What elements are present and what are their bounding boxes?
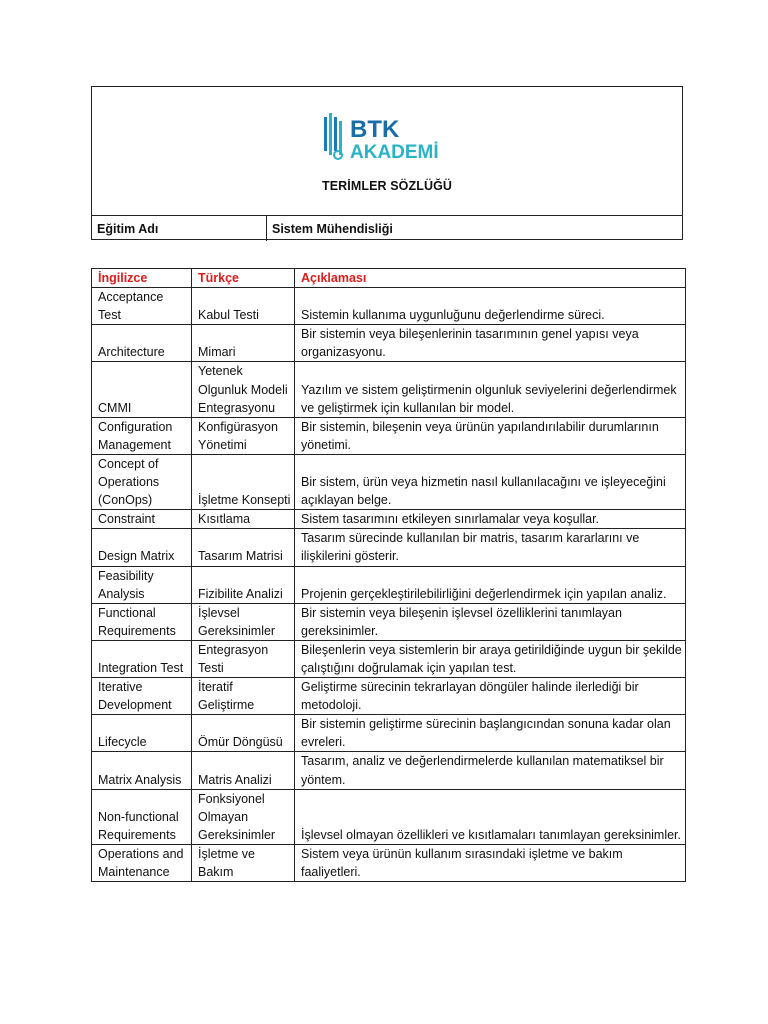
term-description: Sistem tasarımını etkileyen sınırlamalar veya koşullar.: [295, 510, 686, 529]
term-english: Matrix Analysis: [92, 752, 192, 789]
table-row: [92, 325, 686, 362]
term-english: Acceptance Test: [92, 288, 192, 325]
svg-text:AKADEMİ: AKADEMİ: [350, 142, 439, 163]
table-row: [92, 789, 686, 844]
table-row: [92, 678, 686, 715]
course-name: Sistem Mühendisliği: [272, 222, 393, 236]
term-turkish: Kısıtlama: [192, 510, 295, 529]
term-english: Functional Requirements: [92, 603, 192, 640]
table-row: [92, 288, 686, 325]
header-description: Açıklaması: [295, 269, 686, 288]
term-turkish: Mimari: [192, 325, 295, 362]
term-description: Bir sistemin geliştirme sürecinin başlangıcından sonuna kadar olan evreleri.: [295, 715, 686, 752]
table-row: [92, 715, 686, 752]
term-description: Tasarım sürecinde kullanılan bir matris, tasarım kararlarını ve ilişkilerini gösterir.: [295, 529, 686, 566]
course-label: Eğitim Adı: [92, 216, 267, 241]
term-description: İşlevsel olmayan özellikleri ve kısıtlamaları tanımlayan gereksinimler.: [295, 789, 686, 844]
term-description: Bir sistemin veya bileşenlerinin tasarımının genel yapısı veya organizasyonu.: [295, 325, 686, 362]
term-turkish: Tasarım Matrisi: [192, 529, 295, 566]
table-row: [92, 529, 686, 566]
course-info-row: [92, 215, 682, 241]
table-row: [92, 603, 686, 640]
term-description: Sistemin kullanıma uygunluğunu değerlendirme süreci.: [295, 288, 686, 325]
term-description: Projenin gerçekleştirilebilirliğini değerlendirmek için yapılan analiz.: [295, 566, 686, 603]
term-turkish: Matris Analizi: [192, 752, 295, 789]
table-header-row: [92, 269, 686, 288]
table-row: [92, 752, 686, 789]
term-english: Lifecycle: [92, 715, 192, 752]
table-row: [92, 640, 686, 677]
btk-akademi-logo: [324, 113, 454, 163]
term-english: Non-functional Requirements: [92, 789, 192, 844]
term-english: Concept of Operations (ConOps): [92, 454, 192, 509]
term-english: Operations and Maintenance: [92, 844, 192, 881]
term-english: Constraint: [92, 510, 192, 529]
term-english: Iterative Development: [92, 678, 192, 715]
term-english: Configuration Management: [92, 417, 192, 454]
term-description: Bir sistem, ürün veya hizmetin nasıl kullanılacağını ve işleyeceğini açıklayan belge.: [295, 454, 686, 509]
table-row: [92, 417, 686, 454]
term-turkish: Yetenek Olgunluk Modeli Entegrasyonu: [192, 362, 295, 417]
table-row: [92, 566, 686, 603]
term-description: Bir sistemin, bileşenin veya ürünün yapılandırılabilir durumlarının yönetimi.: [295, 417, 686, 454]
term-english: Architecture: [92, 325, 192, 362]
term-turkish: İşletme Konsepti: [192, 454, 295, 509]
term-english: Integration Test: [92, 640, 192, 677]
term-turkish: İşlevsel Gereksinimler: [192, 603, 295, 640]
header-english: İngilizce: [92, 269, 192, 288]
term-description: Geliştirme sürecinin tekrarlayan döngüler halinde ilerlediği bir metodoloji.: [295, 678, 686, 715]
glossary-table: [91, 268, 686, 882]
term-turkish: Fizibilite Analizi: [192, 566, 295, 603]
term-turkish: İteratif Geliştirme: [192, 678, 295, 715]
table-row: [92, 844, 686, 881]
term-english: Feasibility Analysis: [92, 566, 192, 603]
term-turkish: Kabul Testi: [192, 288, 295, 325]
header-turkish: Türkçe: [192, 269, 295, 288]
table-row: [92, 454, 686, 509]
document-header: [91, 86, 683, 240]
table-row: [92, 510, 686, 529]
term-description: Bileşenlerin veya sistemlerin bir araya getirildiğinde uygun bir şekilde çalıştığını doğrulamak için yapılan test.: [295, 640, 686, 677]
term-turkish: Fonksiyonel Olmayan Gereksinimler: [192, 789, 295, 844]
table-row: [92, 362, 686, 417]
svg-text:BTK: BTK: [350, 116, 400, 143]
term-turkish: Ömür Döngüsü: [192, 715, 295, 752]
term-turkish: Entegrasyon Testi: [192, 640, 295, 677]
term-description: Sistem veya ürünün kullanım sırasındaki işletme ve bakım faaliyetleri.: [295, 844, 686, 881]
term-english: CMMI: [92, 362, 192, 417]
term-description: Tasarım, analiz ve değerlendirmelerde kullanılan matematiksel bir yöntem.: [295, 752, 686, 789]
term-description: Yazılım ve sistem geliştirmenin olgunluk seviyelerini değerlendirmek ve geliştirmek için kullanılan bir model.: [295, 362, 686, 417]
term-description: Bir sistemin veya bileşenin işlevsel özelliklerini tanımlayan gereksinimler.: [295, 603, 686, 640]
term-turkish: İşletme ve Bakım: [192, 844, 295, 881]
term-turkish: Konfigürasyon Yönetimi: [192, 417, 295, 454]
term-english: Design Matrix: [92, 529, 192, 566]
document-title: TERİMLER SÖZLÜĞÜ: [321, 179, 453, 193]
